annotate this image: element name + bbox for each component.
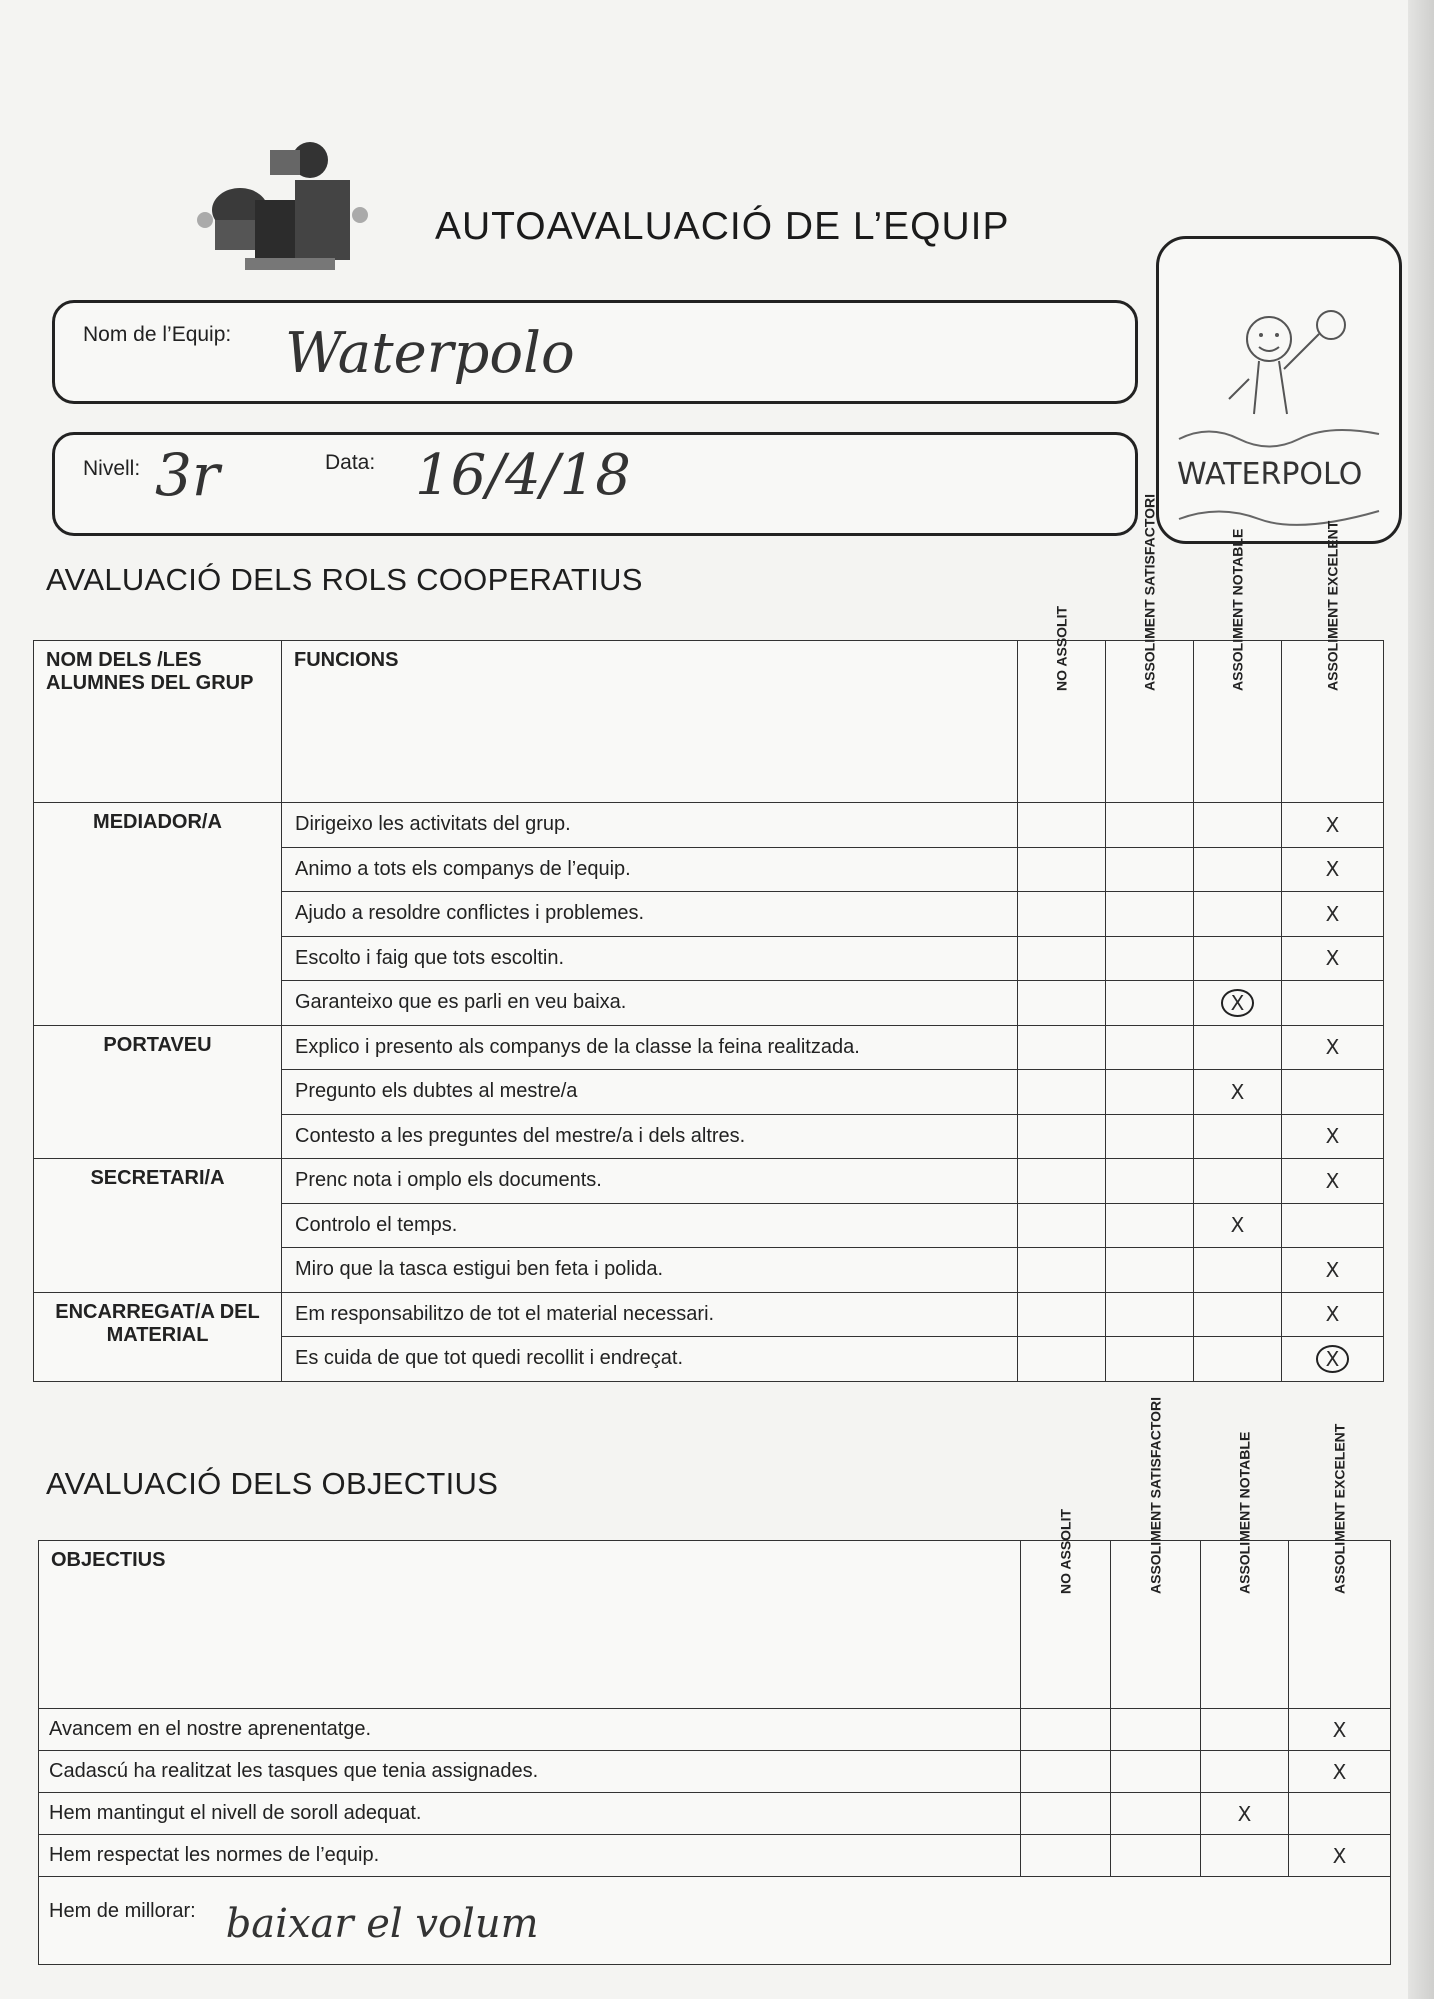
rating-cell[interactable] — [1106, 936, 1194, 981]
rating-cell[interactable] — [1018, 1114, 1106, 1159]
improve-value[interactable]: baixar el volum — [225, 1901, 539, 1947]
objective-text: Avancem en el nostre aprenentatge. — [39, 1709, 1021, 1751]
rating-cell[interactable] — [1106, 1025, 1194, 1070]
rating-cell[interactable] — [1194, 981, 1282, 1026]
level-value[interactable]: 3r — [155, 441, 220, 509]
rating-cell[interactable] — [1106, 803, 1194, 848]
rating-cell[interactable] — [1282, 1292, 1384, 1337]
rating-cell[interactable] — [1282, 1248, 1384, 1293]
rating-cell[interactable] — [1282, 892, 1384, 937]
rating-cell[interactable] — [1289, 1751, 1391, 1793]
objectives-header-row — [39, 1541, 1391, 1709]
team-name-box — [52, 300, 1138, 404]
rating-cell[interactable] — [1282, 1025, 1384, 1070]
col-header-functions: FUNCIONS — [282, 641, 1018, 803]
team-name-label: Nom de l’Equip: — [83, 323, 232, 346]
objective-row — [39, 1835, 1391, 1877]
rating-cell[interactable] — [1106, 1248, 1194, 1293]
rating-cell[interactable] — [1282, 803, 1384, 848]
rating-cell[interactable] — [1282, 1070, 1384, 1115]
check-mark: X — [1316, 1345, 1350, 1373]
roles-header-row — [34, 641, 1384, 803]
objectives-section-title: AVALUACIÓ DELS OBJECTIUS — [46, 1466, 499, 1501]
rating-cell[interactable] — [1282, 1337, 1384, 1382]
function-text: Escolto i faig que tots escoltin. — [282, 936, 1018, 981]
rating-cell[interactable] — [1194, 936, 1282, 981]
check-mark: X — [1325, 1302, 1340, 1327]
objective-row — [39, 1793, 1391, 1835]
col-header-satisfactori: ASSOLIMENT SATISFACTORI — [1111, 1541, 1201, 1709]
rating-cell[interactable] — [1018, 803, 1106, 848]
check-mark: X — [1325, 857, 1340, 882]
rating-cell[interactable] — [1018, 1159, 1106, 1204]
rating-cell[interactable] — [1282, 1159, 1384, 1204]
col-header-no-assolit: NO ASSOLIT — [1021, 1541, 1111, 1709]
rating-cell[interactable] — [1106, 847, 1194, 892]
function-text: Em responsabilitzo de tot el material necessari. — [282, 1292, 1018, 1337]
rating-cell[interactable] — [1282, 936, 1384, 981]
swimmer-drawing — [1159, 239, 1399, 541]
level-label: Nivell: — [83, 457, 141, 480]
rating-cell[interactable] — [1194, 1292, 1282, 1337]
check-mark: X — [1332, 1759, 1347, 1784]
rating-cell[interactable] — [1106, 1292, 1194, 1337]
col-header-objectives: OBJECTIUS — [39, 1541, 1021, 1709]
rating-cell[interactable] — [1018, 981, 1106, 1026]
date-value[interactable]: 16/4/18 — [415, 443, 631, 508]
rating-cell[interactable] — [1194, 1070, 1282, 1115]
rating-cell[interactable] — [1106, 1203, 1194, 1248]
rating-cell[interactable] — [1021, 1835, 1111, 1877]
objective-row — [39, 1751, 1391, 1793]
rating-cell[interactable] — [1018, 1248, 1106, 1293]
rating-cell[interactable] — [1018, 1025, 1106, 1070]
role-name: ENCARREGAT/A DEL MATERIAL — [34, 1292, 282, 1381]
page-edge — [1408, 0, 1434, 1999]
date-label: Data: — [325, 451, 376, 474]
role-name: SECRETARI/A — [34, 1159, 282, 1293]
rating-cell[interactable] — [1018, 936, 1106, 981]
rating-cell[interactable] — [1289, 1793, 1391, 1835]
rating-cell[interactable] — [1201, 1709, 1289, 1751]
check-mark: X — [1237, 1801, 1252, 1826]
rating-cell[interactable] — [1106, 1337, 1194, 1382]
check-mark: X — [1332, 1717, 1347, 1742]
team-name-value[interactable]: Waterpolo — [285, 321, 575, 386]
rating-cell[interactable] — [1194, 1203, 1282, 1248]
objective-text: Cadascú ha realitzat les tasques que tenia assignades. — [39, 1751, 1021, 1793]
role-name: PORTAVEU — [34, 1025, 282, 1159]
improve-row — [39, 1877, 1391, 1965]
function-text: Controlo el temps. — [282, 1203, 1018, 1248]
rating-cell[interactable] — [1194, 1025, 1282, 1070]
function-text: Garanteixo que es parli en veu baixa. — [282, 981, 1018, 1026]
rating-cell[interactable] — [1194, 892, 1282, 937]
rating-cell[interactable] — [1201, 1835, 1289, 1877]
role-function-row — [34, 1292, 1384, 1337]
rating-cell[interactable] — [1282, 1114, 1384, 1159]
rating-cell[interactable] — [1021, 1793, 1111, 1835]
rating-cell[interactable] — [1106, 1070, 1194, 1115]
rating-cell[interactable] — [1111, 1751, 1201, 1793]
function-text: Miro que la tasca estigui ben feta i polida. — [282, 1248, 1018, 1293]
rating-cell[interactable] — [1194, 1159, 1282, 1204]
function-text: Ajudo a resoldre conflictes i problemes. — [282, 892, 1018, 937]
function-text: Animo a tots els companys de l’equip. — [282, 847, 1018, 892]
check-mark: X — [1230, 1213, 1245, 1238]
rating-cell[interactable] — [1106, 1114, 1194, 1159]
role-function-row — [34, 803, 1384, 848]
check-mark: X — [1230, 1079, 1245, 1104]
rating-cell[interactable] — [1018, 1203, 1106, 1248]
rating-cell[interactable] — [1194, 1114, 1282, 1159]
rating-cell[interactable] — [1194, 803, 1282, 848]
rating-cell[interactable] — [1106, 981, 1194, 1026]
function-text: Prenc nota i omplo els documents. — [282, 1159, 1018, 1204]
rating-cell[interactable] — [1201, 1793, 1289, 1835]
objective-text: Hem respectat les normes de l’equip. — [39, 1835, 1021, 1877]
check-mark: X — [1325, 812, 1340, 837]
check-mark: X — [1221, 989, 1255, 1017]
roles-section-title: AVALUACIÓ DELS ROLS COOPERATIUS — [46, 562, 643, 597]
rating-cell[interactable] — [1282, 981, 1384, 1026]
objective-row — [39, 1709, 1391, 1751]
function-text: Explico i presento als companys de la classe la feina realitzada. — [282, 1025, 1018, 1070]
team-logo-box — [1156, 236, 1402, 544]
rating-cell[interactable] — [1018, 1292, 1106, 1337]
rating-cell[interactable] — [1018, 892, 1106, 937]
rating-cell[interactable] — [1289, 1835, 1391, 1877]
team-puzzle-logo — [185, 140, 385, 280]
rating-cell[interactable] — [1111, 1793, 1201, 1835]
role-function-row — [34, 1025, 1384, 1070]
rating-cell[interactable] — [1282, 1203, 1384, 1248]
rating-cell[interactable] — [1282, 847, 1384, 892]
objective-text: Hem mantingut el nivell de soroll adequat. — [39, 1793, 1021, 1835]
col-header-excelent: ASSOLIMENT EXCELENT — [1282, 641, 1384, 803]
rating-cell[interactable] — [1021, 1709, 1111, 1751]
check-mark: X — [1325, 1124, 1340, 1149]
check-mark: X — [1325, 946, 1340, 971]
rating-cell[interactable] — [1194, 847, 1282, 892]
rating-cell[interactable] — [1018, 1337, 1106, 1382]
role-function-row — [34, 1159, 1384, 1204]
role-name: MEDIADOR/A — [34, 803, 282, 1026]
check-mark: X — [1325, 1168, 1340, 1193]
function-text: Pregunto els dubtes al mestre/a — [282, 1070, 1018, 1115]
rating-cell[interactable] — [1111, 1709, 1201, 1751]
improve-label: Hem de millorar: — [49, 1900, 196, 1922]
col-header-names: NOM DELS /LES ALUMNES DEL GRUP — [34, 641, 282, 803]
col-header-no-assolit: NO ASSOLIT — [1018, 641, 1106, 803]
rating-cell[interactable] — [1018, 1070, 1106, 1115]
check-mark: X — [1325, 1257, 1340, 1282]
col-header-notable: ASSOLIMENT NOTABLE — [1201, 1541, 1289, 1709]
check-mark: X — [1325, 901, 1340, 926]
check-mark: X — [1332, 1843, 1347, 1868]
rating-cell[interactable] — [1201, 1751, 1289, 1793]
rating-cell[interactable] — [1018, 847, 1106, 892]
rating-cell[interactable] — [1021, 1751, 1111, 1793]
rating-cell[interactable] — [1194, 1248, 1282, 1293]
rating-cell[interactable] — [1194, 1337, 1282, 1382]
rating-cell[interactable] — [1289, 1709, 1391, 1751]
team-logo-text: WATERPOLO — [1177, 457, 1363, 492]
rating-cell[interactable] — [1106, 892, 1194, 937]
check-mark: X — [1325, 1035, 1340, 1060]
col-header-excelent: ASSOLIMENT EXCELENT — [1289, 1541, 1391, 1709]
page-title: AUTOAVALUACIÓ DE L’EQUIP — [435, 205, 1010, 248]
function-text: Dirigeixo les activitats del grup. — [282, 803, 1018, 848]
col-header-notable: ASSOLIMENT NOTABLE — [1194, 641, 1282, 803]
level-date-box — [52, 432, 1138, 536]
function-text: Es cuida de que tot quedi recollit i endreçat. — [282, 1337, 1018, 1382]
col-header-satisfactori: ASSOLIMENT SATISFACTORI — [1106, 641, 1194, 803]
rating-cell[interactable] — [1111, 1835, 1201, 1877]
rating-cell[interactable] — [1106, 1159, 1194, 1204]
function-text: Contesto a les preguntes del mestre/a i dels altres. — [282, 1114, 1018, 1159]
